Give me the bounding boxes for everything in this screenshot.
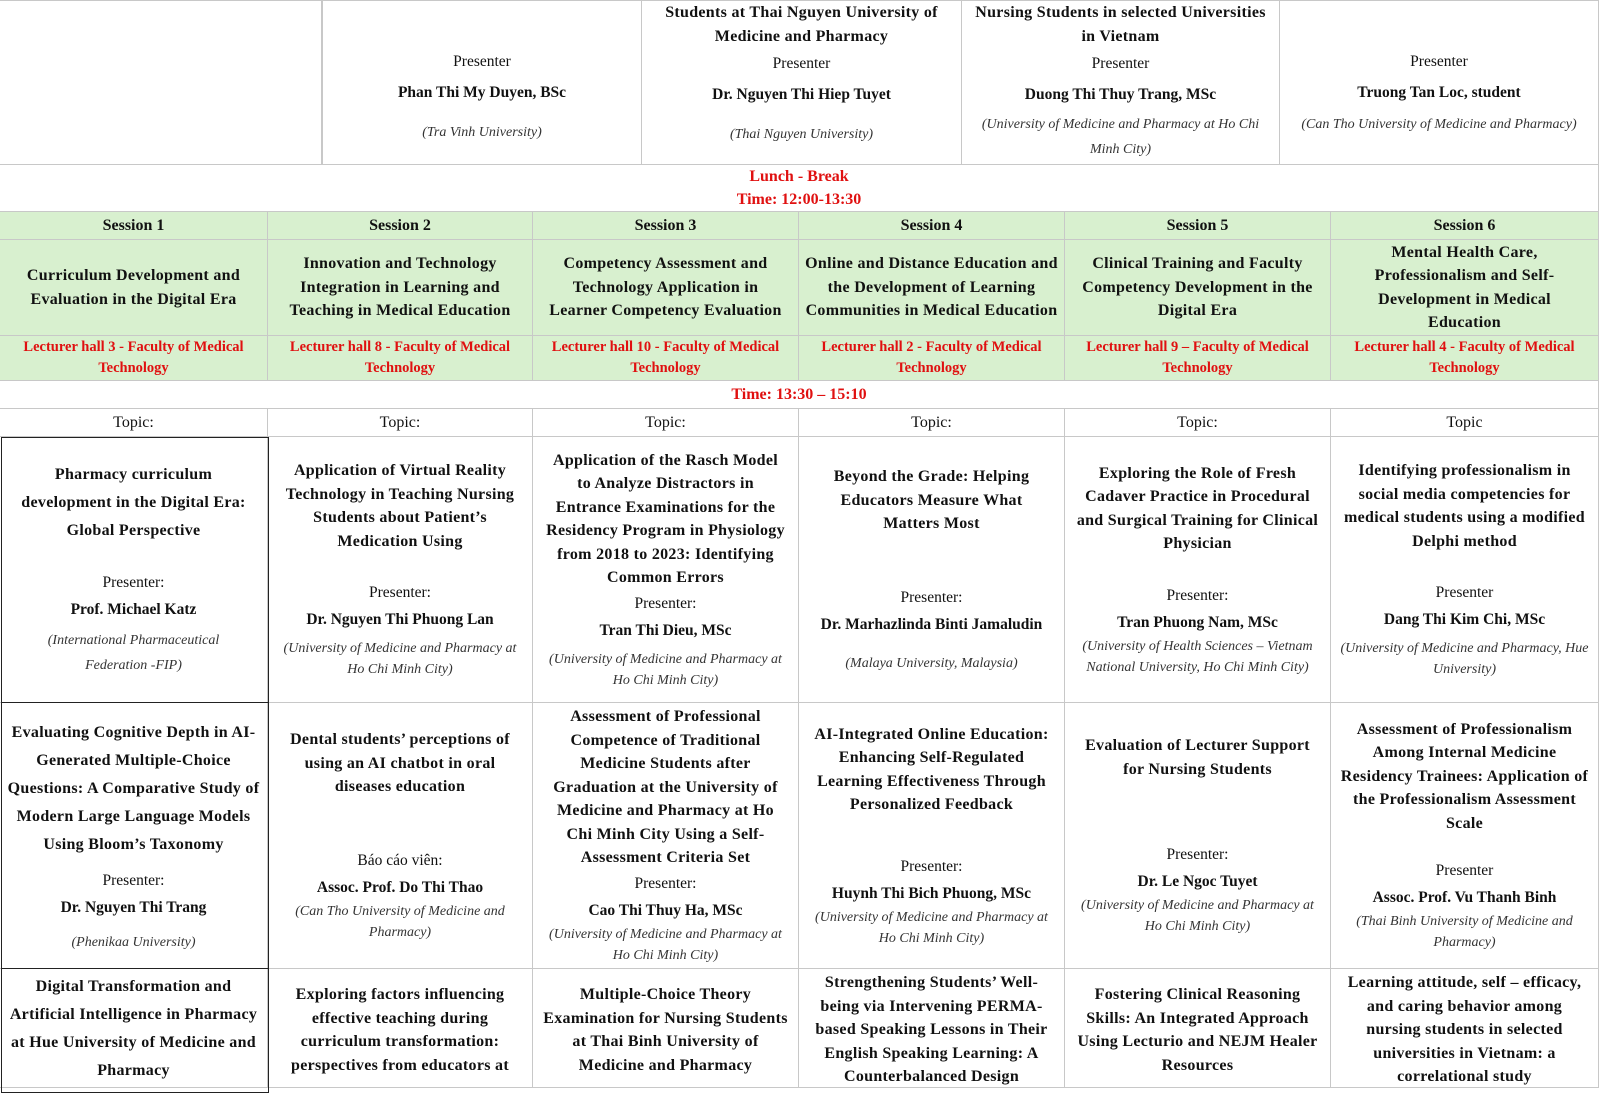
presenter-name: Duong Thi Thuy Trang, MSc: [1024, 86, 1217, 103]
talk-card: [1065, 437, 1331, 703]
presenter-affiliation: (University of Medicine and Pharmacy at Ho Chi Minh City): [1081, 898, 1314, 934]
session-theme: Clinical Training and Faculty Competency Development in the Digital Era: [1065, 240, 1331, 336]
presenter-name: Prof. Michael Katz: [70, 601, 197, 618]
talk-card: [1331, 969, 1599, 1088]
top-presenter-card: [642, 0, 962, 165]
talk-title: Evaluation of Lecturer Support for Nursing Students: [1085, 737, 1310, 778]
talk-title: Assessment of Professionalism Among Internal Medicine Residency Trainees: Application of the Professionalism Assessment Scale: [1340, 720, 1589, 832]
session-theme: Online and Distance Education and the Development of Learning Communities in Medical Education: [799, 240, 1065, 336]
talk-card: [0, 969, 268, 1088]
talk-card: [799, 969, 1065, 1088]
talk-title: Learning attitude, self – efficacy, and caring behavior among nursing students in selected universities in Vietnam: a correlational study: [1347, 974, 1582, 1085]
talk-title: Exploring the Role of Fresh Cadaver Practice in Procedural and Surgical Training for Clinical Physician: [1076, 464, 1319, 552]
presenter-name: Cao Thi Thuy Ha, MSc: [588, 901, 743, 919]
talk-title: Multiple-Choice Theory Examination for Nursing Students at Thai Binh University of Medicine and Pharmacy: [543, 986, 788, 1074]
top-presenter-card: [322, 0, 642, 165]
presenter-name: Phan Thi My Duyen, BSc: [397, 84, 567, 101]
lunch-break-row: [0, 165, 1599, 212]
presenter-affiliation: (Thai Nguyen University): [729, 127, 874, 142]
presenter-affiliation: (University of Medicine and Pharmacy at Ho Chi Minh City): [549, 926, 782, 963]
session-header: Session 6: [1331, 212, 1599, 240]
talk-title: Pharmacy curriculum development in the Digital Era: Global Perspective: [21, 466, 246, 539]
session-room: Lecturer hall 3 - Faculty of Medical Technology: [0, 336, 268, 381]
topic-label: Topic:: [1065, 409, 1331, 437]
presenter-affiliation: (University of Medicine and Pharmacy, Hue University): [1340, 641, 1589, 677]
presenter-name: Assoc. Prof. Do Thi Thao: [316, 878, 484, 896]
presenter-affiliation: (Can Tho University of Medicine and Pharmacy): [295, 903, 505, 940]
presenter-label: Presenter: [1435, 584, 1494, 601]
talk-card: [799, 703, 1065, 969]
presenter-affiliation: (University of Health Sciences – Vietnam National University, Ho Chi Minh City): [1082, 638, 1313, 675]
talk-title: Exploring factors influencing effective teaching during curriculum transformation: perspectives from educators at: [291, 986, 509, 1074]
session-room: Lecturer hall 4 - Faculty of Medical Technology: [1331, 336, 1599, 381]
talk-card: [533, 969, 799, 1088]
session-room: Lecturer hall 2 - Faculty of Medical Technology: [799, 336, 1065, 381]
session-room: Lecturer hall 9 – Faculty of Medical Technology: [1065, 336, 1331, 381]
session-header: Session 3: [533, 212, 799, 240]
talk-title: Nursing Students in selected Universities in Vietnam: [975, 4, 1266, 45]
presenter-label: Presenter:: [634, 594, 697, 612]
session-theme: Mental Health Care, Professionalism and Self-Development in Medical Education: [1331, 240, 1599, 336]
presenter-affiliation: (Thai Binh University of Medicine and Pharmacy): [1356, 914, 1573, 951]
presenter-name: Dr. Nguyen Thi Trang: [60, 898, 207, 916]
presenter-label: Presenter:: [1166, 846, 1229, 863]
top-presenter-card: [1280, 0, 1599, 165]
presenter-name: Huynh Thi Bich Phuong, MSc: [831, 884, 1032, 902]
presenter-name: Dang Thi Kim Chi, MSc: [1383, 611, 1546, 628]
topic-label: Topic:: [0, 409, 268, 437]
presenter-label: Presenter:: [369, 584, 431, 601]
talk-card: [1065, 969, 1331, 1088]
top-row-empty-cell: [0, 0, 322, 165]
session-room: Lecturer hall 10 - Faculty of Medical Technology: [533, 336, 799, 381]
talk-card: [1065, 703, 1331, 969]
presenter-label: Presenter: [1435, 862, 1494, 880]
talk-title: Evaluating Cognitive Depth in AI-Generated Multiple-Choice Questions: A Comparative Study of Modern Large Language Models Using Bloom’s Taxonomy: [7, 723, 260, 853]
session-header: Session 2: [268, 212, 533, 240]
top-presenter-card: [962, 0, 1280, 165]
topic-label: Topic: [1331, 409, 1599, 437]
talk-card: [533, 437, 799, 703]
talk-card: [1331, 437, 1599, 703]
talk-card: [268, 703, 533, 969]
talk-title: Assessment of Professional Competence of Traditional Medicine Students after Graduation at the University of Medicine and Pharmacy at Ho Chi Minh City Using a Self-Assessment Criteria Set: [553, 708, 778, 867]
presenter-name: Assoc. Prof. Vu Thanh Binh: [1372, 889, 1557, 907]
talk-card: [268, 437, 533, 703]
lunch-break-time: Time: 12:00-13:30: [736, 191, 862, 208]
talk-title: Application of Virtual Reality Technology in Teaching Nursing Students about Patient’s Medication Using: [285, 462, 515, 550]
presenter-name: Truong Tan Loc, student: [1357, 84, 1521, 101]
presenter-affiliation: (University of Medicine and Pharmacy at Ho Chi Minh City): [981, 117, 1260, 157]
presenter-label: Presenter:: [102, 871, 165, 889]
topic-label: Topic:: [799, 409, 1065, 437]
presenter-affiliation: (Tra Vinh University): [422, 125, 542, 140]
presenter-label: Presenter:: [102, 574, 165, 591]
talk-card: [0, 437, 268, 703]
session-theme: Competency Assessment and Technology Application in Learner Competency Evaluation: [533, 240, 799, 336]
presenter-name: Tran Thi Dieu, MSc: [599, 621, 732, 639]
lunch-break-label: Lunch - Break: [749, 168, 849, 185]
talk-title: Fostering Clinical Reasoning Skills: An Integrated Approach Using Lecturio and NEJM Healer Resources: [1077, 986, 1318, 1074]
talk-title: Students at Thai Nguyen University of Medicine and Pharmacy: [665, 4, 938, 45]
presenter-label: Presenter: [453, 53, 511, 70]
talk-card: [799, 437, 1065, 703]
topic-label: Topic:: [268, 409, 533, 437]
session-header: Session 5: [1065, 212, 1331, 240]
talk-title: Strengthening Students’ Well-being via Intervening PERMA-based Speaking Lessons in Their English Speaking Learning: A Counterbalanced Design: [815, 974, 1048, 1085]
presenter-name: Dr. Le Ngoc Tuyet: [1137, 873, 1258, 890]
session-theme: Curriculum Development and Evaluation in the Digital Era: [0, 240, 268, 336]
presenter-label: Presenter: [1410, 53, 1468, 70]
presenter-affiliation: (Can Tho University of Medicine and Pharmacy): [1301, 117, 1577, 132]
talk-title: Beyond the Grade: Helping Educators Measure What Matters Most: [833, 468, 1030, 533]
talk-title: Identifying professionalism in social media competencies for medical students using a modified Delphi method: [1343, 462, 1586, 550]
talk-title: Dental students’ perceptions of using an AI chatbot in oral diseases education: [290, 731, 510, 796]
session-header: Session 4: [799, 212, 1065, 240]
talk-title: Digital Transformation and Artificial Intelligence in Pharmacy at Hue University of Medicine and Pharmacy: [9, 978, 258, 1079]
presenter-label: Báo cáo viên:: [357, 851, 443, 869]
topic-label: Topic:: [533, 409, 799, 437]
presenter-label: Presenter:: [634, 874, 697, 892]
presenter-affiliation: (University of Medicine and Pharmacy at Ho Chi Minh City): [549, 651, 782, 688]
presenter-name: Dr. Nguyen Thi Hiep Tuyet: [712, 86, 891, 103]
session-header: Session 1: [0, 212, 268, 240]
talk-card: [0, 703, 268, 969]
session-room: Lecturer hall 8 - Faculty of Medical Technology: [268, 336, 533, 381]
presenter-affiliation: (University of Medicine and Pharmacy at Ho Chi Minh City): [815, 909, 1048, 946]
presenter-label: Presenter: [1091, 55, 1150, 72]
time-slot: Time: 13:30 – 15:10: [0, 381, 1599, 409]
talk-title: AI-Integrated Online Education: Enhancing Self-Regulated Learning Effectiveness Through Personalized Feedback: [814, 725, 1049, 813]
presenter-affiliation: (International Pharmaceutical Federation -FIP): [47, 633, 220, 673]
presenter-name: Dr. Marhazlinda Binti Jamaludin: [820, 615, 1043, 633]
presenter-label: Presenter:: [900, 588, 963, 606]
talk-card: [1331, 703, 1599, 969]
presenter-name: Tran Phuong Nam, MSc: [1117, 613, 1278, 631]
session-theme: Innovation and Technology Integration in Learning and Teaching in Medical Education: [268, 240, 533, 336]
presenter-affiliation: (Phenikaa University): [71, 934, 196, 950]
talk-card: [533, 703, 799, 969]
talk-title: Application of the Rasch Model to Analyze Distractors in Entrance Examinations for the Residency Program in Physiology from 2018 to 2023: Identifying Common Errors: [546, 451, 785, 586]
presenter-name: Dr. Nguyen Thi Phuong Lan: [306, 611, 494, 628]
presenter-label: Presenter:: [900, 857, 963, 875]
talk-card: [268, 969, 533, 1088]
presenter-affiliation: (University of Medicine and Pharmacy at Ho Chi Minh City): [283, 641, 517, 677]
presenter-label: Presenter:: [1166, 586, 1229, 604]
presenter-label: Presenter: [772, 55, 831, 72]
presenter-affiliation: (Malaya University, Malaysia): [845, 655, 1018, 671]
